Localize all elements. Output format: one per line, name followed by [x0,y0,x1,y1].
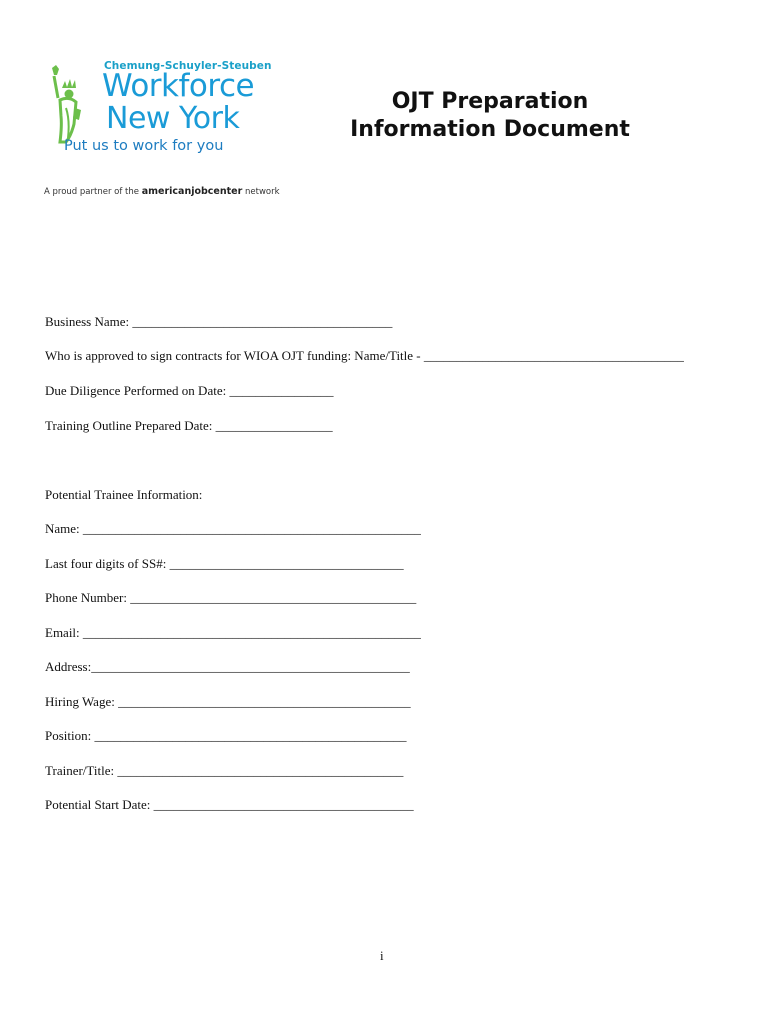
training-outline-field: Training Outline Prepared Date: __________________ [45,418,333,433]
american-job-center-brand: americanjobcenter [141,186,243,197]
phone-field: Phone Number: ____________________________________________ [45,590,417,605]
start-date-field: Potential Start Date: ________________________________________ [45,797,414,812]
logo-workforce-text: Workforce [102,68,255,104]
page-number: i [380,948,384,963]
logo-region-text: Chemung-Schuyler-Steuben [104,60,272,72]
trainer-title-field: Trainer/Title: ____________________________________________ [45,763,404,778]
partner-line [44,186,280,197]
trainee-name-field: Name: ____________________________________________________ [45,521,421,536]
trainee-section-heading: Potential Trainee Information: [45,487,203,502]
title-line-1: OJT Preparation [391,89,589,114]
hiring-wage-field: Hiring Wage: _____________________________________________ [45,694,411,709]
ssn-field: Last four digits of SS#: ____________________________________ [45,556,404,571]
title-line-2: Information Document [350,117,630,142]
address-field: Address:_________________________________________________ [45,659,410,674]
approver-field: Who is approved to sign contracts for WIOA OJT funding: Name/Title - ________________________________________ [45,348,684,363]
logo-tagline: Put us to work for you [64,138,224,154]
logo-newyork-text: New York [106,101,240,136]
email-field: Email: ____________________________________________________ [45,625,421,640]
workforce-new-york-logo [40,60,280,205]
business-name-field: Business Name: ________________________________________ [45,314,393,329]
position-field: Position: ________________________________________________ [45,728,407,743]
partner-prefix: A proud partner of the [44,187,139,197]
document-title [330,88,650,144]
partner-suffix: network [245,187,280,197]
due-diligence-field: Due Diligence Performed on Date: ________________ [45,383,334,398]
